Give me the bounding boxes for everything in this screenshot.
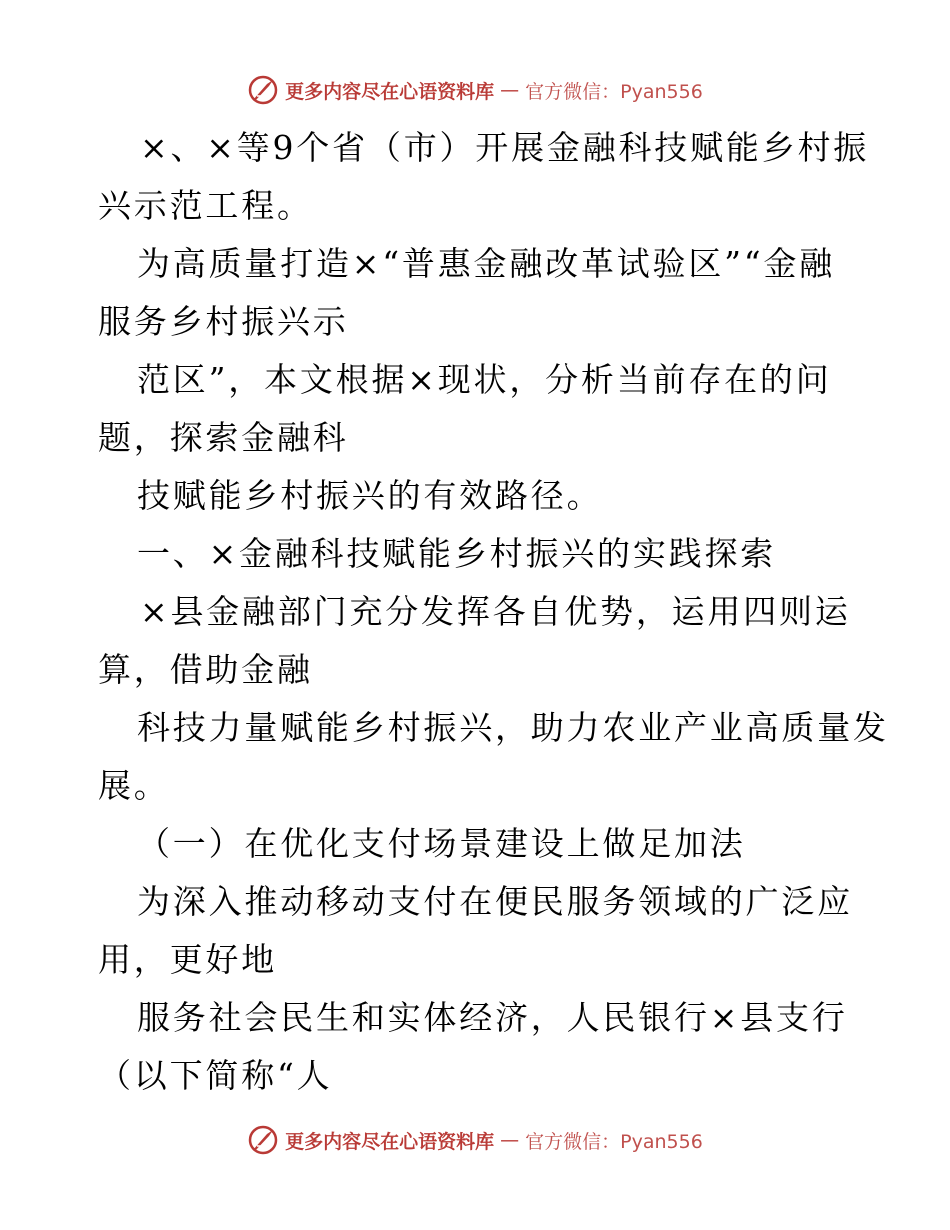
- watermark-separator: —: [500, 1129, 520, 1151]
- body-line: 科技力量赋能乡村振兴，助力农业产业高质量发: [137, 708, 889, 747]
- body-line: 展。: [98, 766, 170, 805]
- body-line: 服务乡村振兴示: [98, 302, 349, 341]
- body-line: 为深入推动移动支付在便民服务领域的广泛应: [137, 882, 853, 921]
- subsection-heading: （一）在优化支付场景建设上做足加法: [137, 824, 746, 863]
- quill-logo-icon: [247, 1124, 279, 1156]
- body-line: ×县金融部门充分发挥各自优势，运用四则运: [140, 592, 851, 631]
- body-line: 用，更好地: [98, 940, 277, 979]
- body-line: （以下简称“人: [98, 1056, 333, 1095]
- body-line: 为高质量打造×“普惠金融改革试验区”“金融: [137, 244, 836, 283]
- body-line: 技赋能乡村振兴的有效路径。: [137, 476, 603, 515]
- watermark-site-text: 更多内容尽在心语资料库: [285, 80, 495, 103]
- body-line: 兴示范工程。: [98, 186, 313, 225]
- watermark-separator: —: [500, 79, 520, 101]
- quill-logo-icon: [247, 74, 279, 106]
- body-line: 服务社会民生和实体经济，人民银行×县支行: [137, 998, 848, 1037]
- body-line: 范区”，本文根据×现状，分析当前存在的问: [137, 360, 832, 399]
- footer-watermark: [0, 1120, 950, 1160]
- body-line: 算，借助金融: [98, 650, 313, 689]
- body-line: 题，探索金融科: [98, 418, 349, 457]
- section-heading: 一、×金融科技赋能乡村振兴的实践探索: [137, 534, 777, 573]
- watermark-contact-text: 官方微信：Pyan556: [525, 1130, 703, 1153]
- body-line: ×、×等9个省（市）开展金融科技赋能乡村振: [140, 128, 870, 167]
- watermark-site-text: 更多内容尽在心语资料库: [285, 1130, 495, 1153]
- header-watermark: [0, 70, 950, 110]
- watermark-contact-text: 官方微信：Pyan556: [525, 80, 703, 103]
